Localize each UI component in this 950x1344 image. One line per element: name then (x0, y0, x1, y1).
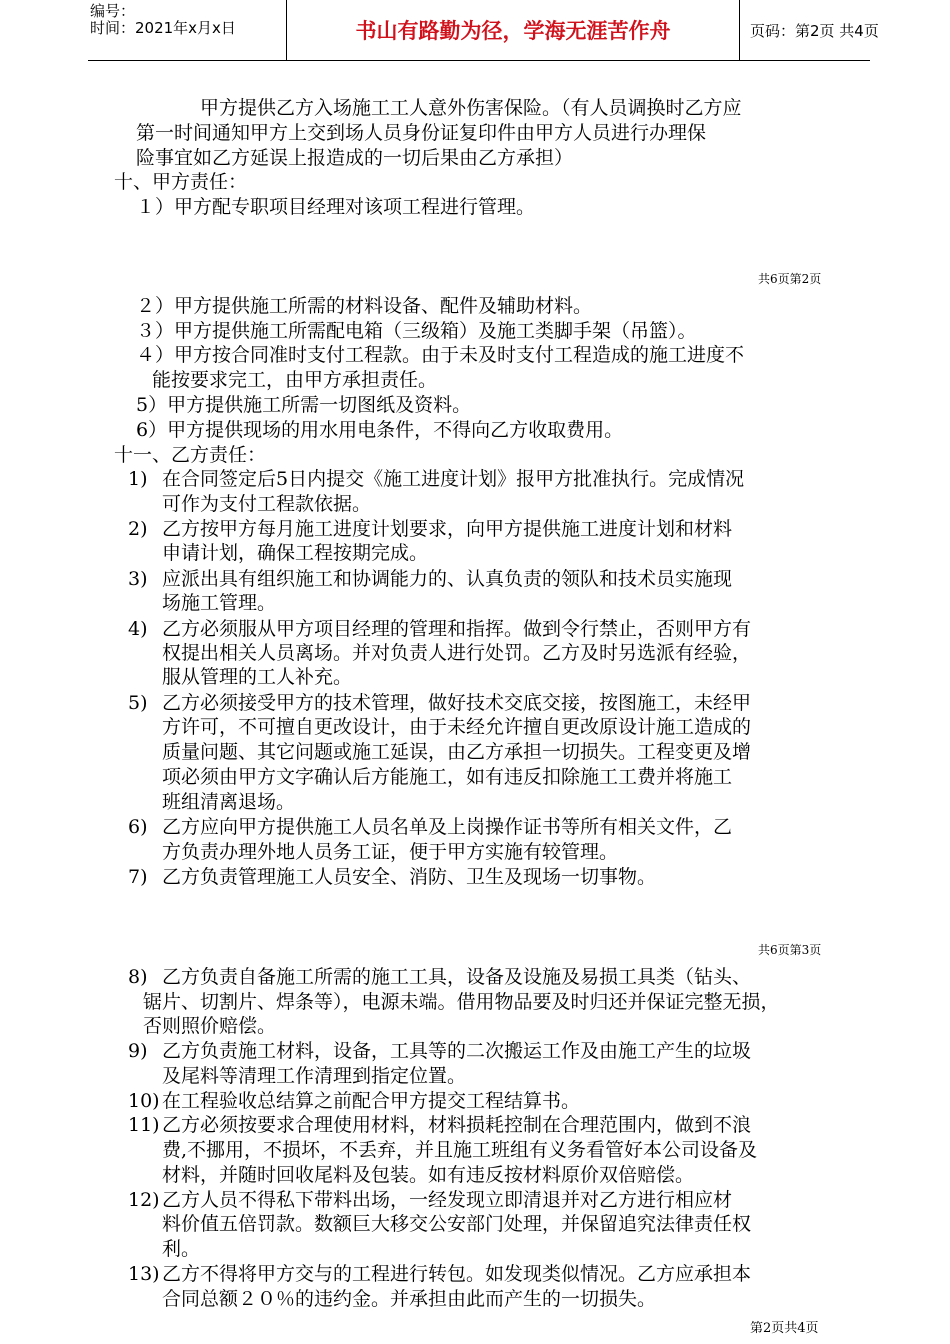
list-item: １）甲方配专职项目经理对该项工程进行管理。 (136, 196, 536, 218)
item-number: 10) (128, 1090, 160, 1112)
list-item: 方许可，不可擅自更改设计，由于未经允许擅自更改原设计施工造成的 (162, 716, 752, 738)
list-item: 乙方必须服从甲方项目经理的管理和指挥。做到令行禁止，否则甲方有 (162, 618, 752, 640)
list-item: 在工程验收总结算之前配合甲方提交工程结算书。 (162, 1090, 581, 1112)
page-mark: 共6页第3页 (758, 943, 822, 957)
item-number: 1) (128, 468, 148, 490)
list-item: 应派出具有组织施工和协调能力的、认真负责的领队和技术员实施现 (162, 568, 733, 590)
item-number: 9) (128, 1040, 148, 1062)
list-item: 乙方必须接受甲方的技术管理，做好技术交底交接，按图施工，未经甲 (162, 692, 752, 714)
item-number: 12) (128, 1189, 160, 1211)
list-item: 乙方必须按要求合理使用材料，材料损耗控制在合理范围内，做到不浪 (162, 1114, 752, 1136)
list-item: 5）甲方提供施工所需一切图纸及资料。 (136, 394, 472, 416)
list-item: 乙方负责施工材料，设备，工具等的二次搬运工作及由施工产生的垃圾 (162, 1040, 752, 1062)
list-item: 乙方按甲方每月施工进度计划要求，向甲方提供施工进度计划和材料 (162, 518, 733, 540)
item-number: 11) (128, 1114, 160, 1136)
item-number: 13) (128, 1263, 160, 1285)
paragraph-line: 甲方提供乙方入场施工工人意外伤害保险。（有人员调换时乙方应 (200, 97, 742, 119)
list-item: 乙方应向甲方提供施工人员名单及上岗操作证书等所有相关文件，乙 (162, 816, 733, 838)
list-item: 权提出相关人员离场。并对负责人进行处罚。乙方及时另选派有经验， (162, 642, 752, 664)
item-number: 4) (128, 618, 148, 640)
list-item: 费,不挪用，不损坏，不丢弃，并且施工班组有义务看管好本公司设备及 (162, 1139, 758, 1161)
list-item: 乙方人员不得私下带料出场，一经发现立即清退并对乙方进行相应材 (162, 1189, 733, 1211)
list-item: 在合同签定后5日内提交《施工进度计划》报甲方批准执行。完成情况 (162, 468, 745, 490)
list-item: 及尾料等清理工作清理到指定位置。 (162, 1065, 467, 1087)
paragraph-line: 险事宜如乙方延误上报造成的一切后果由乙方承担） (136, 147, 574, 169)
header-page-info: 页码：第2页 共4页 (750, 21, 879, 40)
list-item: 6）甲方提供现场的用水用电条件，不得向乙方收取费用。 (136, 419, 624, 441)
page-mark: 共6页第2页 (758, 272, 822, 286)
list-item: 乙方不得将甲方交与的工程进行转包。如发现类似情况。乙方应承担本 (162, 1263, 752, 1285)
list-item: ３）甲方提供施工所需配电箱（三级箱）及施工类脚手架（吊篮）。 (136, 320, 697, 342)
item-number: 5) (128, 692, 148, 714)
list-item: 乙方负责自备施工所需的施工工具，设备及设施及易损工具类（钻头、 (162, 966, 752, 988)
serial-label: 编号： (90, 2, 136, 20)
item-number: 8) (128, 966, 148, 988)
page-header (88, 0, 879, 61)
list-item: ２）甲方提供施工所需的材料设备、配件及辅助材料。 (136, 295, 593, 317)
header-motto: 书山有路勤为径，学海无涯苦作舟 (287, 0, 740, 60)
list-item: 利。 (162, 1238, 201, 1260)
list-item: 项必须由甲方文字确认后方能施工，如有违反扣除施工工费并将施工 (162, 766, 733, 788)
page-footer: 第2页共4页 (750, 1321, 819, 1336)
time-label: 时间：2021年x月x日 (90, 19, 236, 37)
list-item: 能按要求完工，由甲方承担责任。 (152, 369, 438, 391)
header-left-cell (88, 0, 287, 60)
list-item: 班组清离退场。 (162, 791, 296, 813)
section-title: 十、甲方责任： (114, 171, 248, 193)
list-item: 场施工管理。 (162, 592, 277, 614)
list-item: 合同总额２０％的违约金。并承担由此而产生的一切损失。 (162, 1288, 657, 1310)
list-item: 服从管理的工人补充。 (162, 666, 353, 688)
item-number: 3) (128, 568, 148, 590)
list-item: 乙方负责管理施工人员安全、消防、卫生及现场一切事物。 (162, 866, 657, 888)
list-item: 锯片、切割片、焊条等），电源未端。借用物品要及时归还并保证完整无损， (143, 991, 780, 1013)
list-item: 质量问题、其它问题或施工延误，由乙方承担一切损失。工程变更及增 (162, 741, 752, 763)
list-item: 否则照价赔偿。 (143, 1015, 277, 1037)
list-item: ４）甲方按合同准时支付工程款。由于未及时支付工程造成的施工进度不 (136, 344, 745, 366)
list-item: 材料，并随时回收尾料及包装。如有违反按材料原价双倍赔偿。 (162, 1164, 695, 1186)
section-title: 十一、乙方责任： (114, 444, 267, 466)
list-item: 料价值五倍罚款。数额巨大移交公安部门处理，并保留追究法律责任权 (162, 1213, 752, 1235)
item-number: 2) (128, 518, 148, 540)
list-item: 可作为支付工程款依据。 (162, 493, 372, 515)
paragraph-line: 第一时间通知甲方上交到场人员身份证复印件由甲方人员进行办理保 (136, 122, 707, 144)
item-number: 6) (128, 816, 148, 838)
list-item: 方负责办理外地人员务工证，便于甲方实施有较管理。 (162, 841, 619, 863)
list-item: 申请计划，确保工程按期完成。 (162, 542, 429, 564)
item-number: 7) (128, 866, 148, 888)
